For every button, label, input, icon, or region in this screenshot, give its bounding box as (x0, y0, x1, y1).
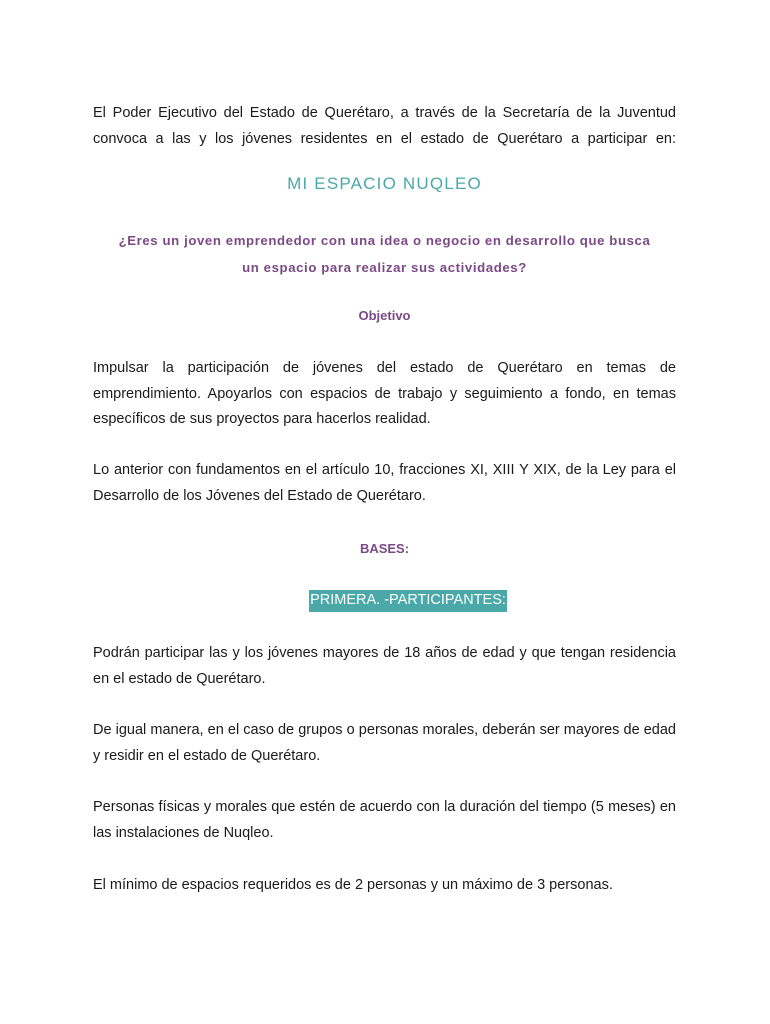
question-line-1: ¿Eres un joven emprendedor con una idea o negocio en desarrollo que busca (118, 233, 651, 248)
participants-item-4: El mínimo de espacios requeridos es de 2 personas y un máximo de 3 personas. (93, 877, 613, 893)
first-base-banner-row (93, 590, 723, 612)
first-base-banner: PRIMERA. -PARTICIPANTES: (309, 590, 507, 612)
intro-line-1: El Poder Ejecutivo del Estado de Querétaro, a través de la Secretaría de la Juventud (93, 105, 676, 121)
objective-paragraph: Impulsar la participación de jóvenes del estado de Querétaro en temas de emprendimiento. Apoyarlos con espacios de trabajo y seguimiento a fondo, en temas específicos de sus proyectos para hacerlos realidad. (93, 360, 676, 427)
participants-item-3: Personas físicas y morales que estén de acuerdo con la duración del tiempo (5 meses) en las instalaciones de Nuqleo. (93, 799, 676, 841)
question-line-2: un espacio para realizar sus actividades? (242, 260, 527, 275)
intro-line-2: convoca a las y los jóvenes residentes en el estado de Querétaro a participar en: (93, 131, 676, 147)
objective-heading: Objetivo (358, 308, 411, 323)
bases-heading: BASES: (359, 541, 410, 556)
participants-item-1: Podrán participar las y los jóvenes mayores de 18 años de edad y que tengan residencia en el estado de Querétaro. (93, 645, 676, 687)
legal-paragraph: Lo anterior con fundamentos en el artículo 10, fracciones XI, XIII Y XIX, de la Ley para el Desarrollo de los Jóvenes del Estado de Querétaro. (93, 462, 676, 504)
page-title: MI ESPACIO NUQLEO (287, 174, 482, 193)
participants-item-2: De igual manera, en el caso de grupos o personas morales, deberán ser mayores de edad y residir en el estado de Querétaro. (93, 722, 676, 764)
